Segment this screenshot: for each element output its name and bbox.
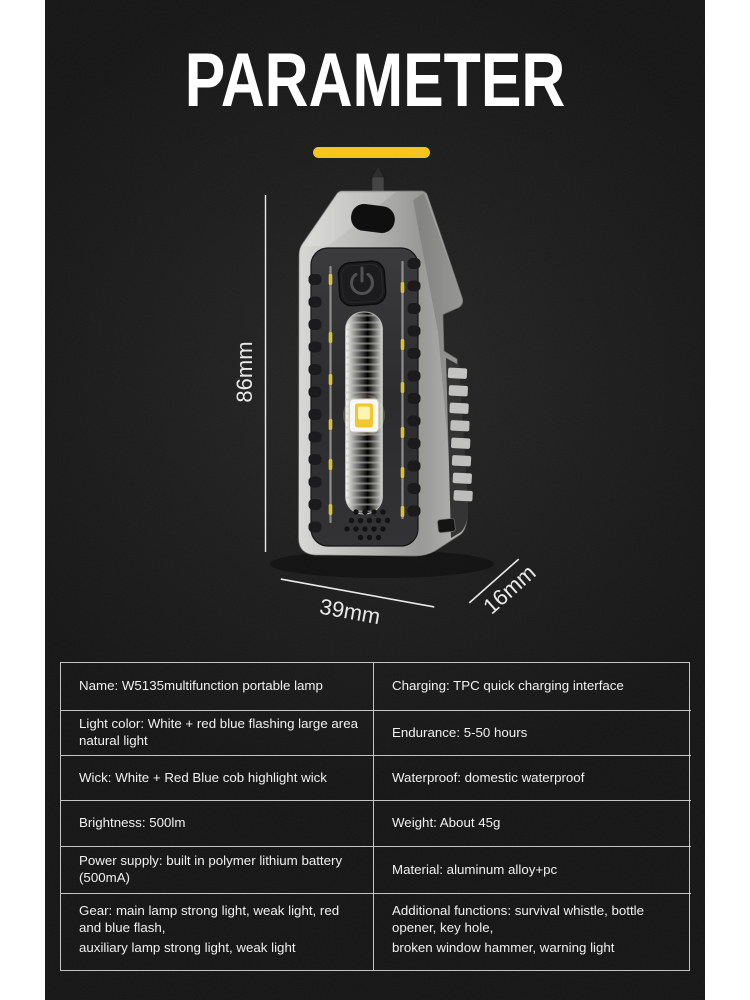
spec-text: Gear: main lamp strong light, weak light, red and blue flash, [79,903,340,935]
title-underline-bar [313,147,430,158]
spec-cell-power-supply [61,847,374,894]
spec-cell-name [61,663,374,711]
spec-text: Light color: White + red blue flashing large area natural light [79,716,359,748]
bottom-slot [437,518,455,533]
hammer-spike [371,166,385,195]
led-strip [343,312,385,514]
dimension-depth-label: 16mm [478,559,541,619]
spec-text: Charging: TPC quick charging interface [392,678,624,694]
spec-cell-endurance [374,711,691,756]
led-chip [350,399,379,432]
spec-cell-gear [61,894,374,970]
spec-text: Wick: White + Red Blue cob highlight wick [79,769,327,785]
page-title: PARAMETER [184,38,566,123]
spec-text: Additional functions: survival whistle, bottle opener, key hole, [392,903,645,935]
spec-text: Brightness: 500lm [79,815,186,831]
spec-cell-additional-functions [374,894,691,970]
spec-cell-wick [61,756,374,801]
spec-text: Endurance: 5-50 hours [392,724,528,740]
spec-text: broken window hammer, warning light [392,940,615,956]
dimension-height [232,195,266,552]
spec-cell-waterproof [374,756,691,801]
spec-text: Name: W5135multifunction portable lamp [79,678,323,694]
dimension-height-label: 86mm [232,341,257,403]
spec-cell-brightness [61,801,374,847]
spec-cell-weight [374,801,691,847]
product-hero-illustration [210,162,550,650]
dimension-width-label: 39mm [317,593,383,630]
spec-cell-charging [374,663,691,711]
page-header [45,38,705,123]
spec-text: Power supply: built in polymer lithium battery (500mA) [79,853,343,885]
dimension-width [275,579,434,638]
power-button [338,260,387,306]
spec-cell-material [374,847,691,894]
spec-table [60,662,690,971]
spec-text: Waterproof: domestic waterproof [392,769,585,785]
spec-text: Weight: About 45g [392,815,501,831]
spec-text: auxiliary lamp strong light, weak light [79,940,296,956]
spec-text: Material: aluminum alloy+pc [392,861,558,877]
spec-cell-light-color [61,711,374,756]
